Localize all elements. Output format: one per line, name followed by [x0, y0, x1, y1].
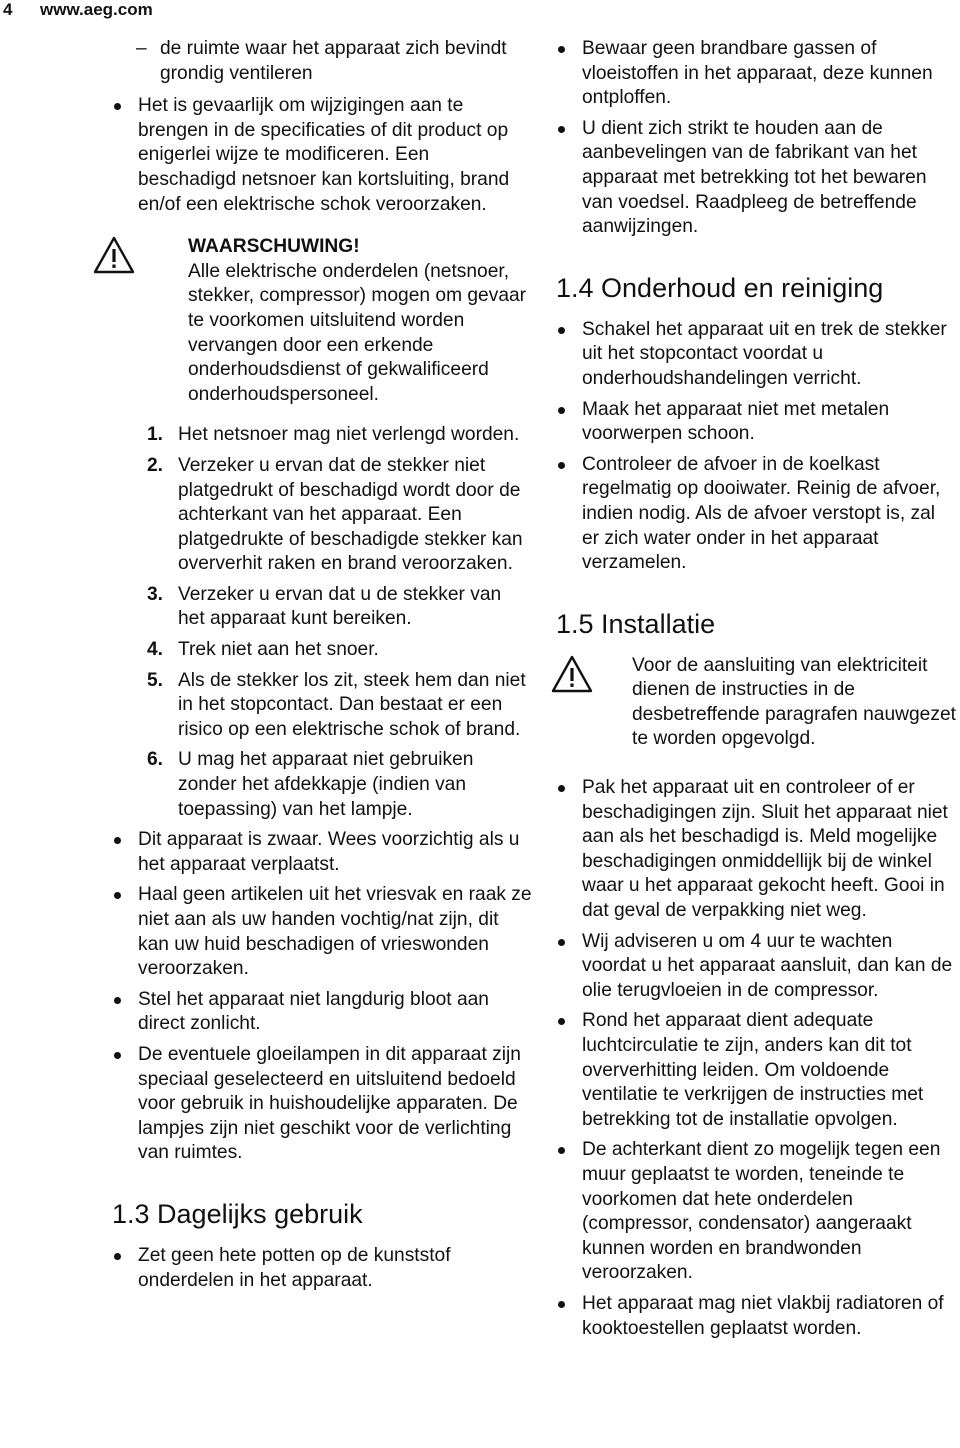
section-heading: 1.4 Onderhoud en reiniging: [556, 272, 884, 303]
right-column: [556, 37, 956, 1347]
bullet-item: Dit apparaat is zwaar. Wees voorzichtig als u het apparaat verplaatst.: [112, 828, 532, 877]
section-heading: 1.5 Installatie: [556, 608, 716, 639]
bullet-item: U dient zich strikt te houden aan de aanbevelingen van de fabrikant van het apparaat met betrekking tot het bewaren van voedsel. Raadpleeg de betreffende aanwijzingen.: [556, 117, 956, 240]
bullet-item: Pak het apparaat uit en controleer of er beschadigingen zijn. Sluit het apparaat niet aan als het beschadigd is. Meld mogelijke beschadigingen onmiddellijk bij de winkel waar u het apparaat gekocht heeft. Gooi in dat geval de verpakking niet weg.: [556, 776, 956, 924]
numbered-item: 5. Als de stekker los zit, steek hem dan niet in het stopcontact. Dan bestaat er een risico op een elektrische schok of brand.: [147, 669, 526, 740]
warning-icon: [92, 235, 136, 275]
bullet-item: De achterkant dient zo mogelijk tegen een muur geplaatst te worden, teneinde te voorkomen dat hete onderdelen (compressor, condensator) aangeraakt kunnen worden en brandwonden veroorzaken.: [556, 1138, 956, 1286]
page-number: 4: [3, 0, 13, 19]
section-heading: 1.3 Dagelijks gebruik: [112, 1198, 363, 1229]
bullet-item: Rond het apparaat dient adequate luchtcirculatie te zijn, anders kan dit tot oververhitting leiden. Om voldoende ventilatie te verkrijgen de instructies met betrekking tot de installatie opvolgen.: [556, 1009, 956, 1132]
bullet-item: De eventuele gloeilampen in dit apparaat zijn speciaal geselecteerd en uitsluitend bedoeld voor gebruik in huishoudelijke apparaten. De lampjes zijn niet geschikt voor de verlichting van ruimtes.: [112, 1043, 532, 1166]
bullet-item: Schakel het apparaat uit en trek de stekker uit het stopcontact voordat u onderhoudshandelingen verricht.: [556, 318, 956, 392]
numbered-item: 1. Het netsnoer mag niet verlengd worden.: [147, 424, 520, 446]
warning-text: Alle elektrische onderdelen (netsnoer, stekker, compressor) mogen om gevaar te voorkomen uitsluitend worden vervangen door een erkende onderhoudsdienst of gekwalificeerd onderhoudspersoneel.: [188, 260, 527, 405]
numbered-item: 2. Verzeker u ervan dat de stekker niet platgedrukt of beschadigd wordt door de achterkant van het apparaat. Een platgedrukte of beschadigde stekker kan oververhit raken en brand veroorzaken.: [147, 454, 523, 575]
header-url: www.aeg.com: [40, 0, 153, 19]
warning-block: [112, 235, 532, 407]
dash-item: – de ruimte waar het apparaat zich bevindt grondig ventileren: [112, 37, 532, 86]
warning-note: [556, 654, 956, 752]
numbered-item: 6. U mag het apparaat niet gebruiken zonder het afdekkapje (indien van toepassing) van het lampje.: [147, 749, 474, 820]
left-column: [112, 37, 532, 1299]
warning-note-text: Voor de aansluiting van elektriciteit dienen de instructies in de desbetreffende paragrafen nauwgezet te worden opgevolgd.: [632, 654, 956, 750]
bullet-item: Maak het apparaat niet met metalen voorwerpen schoon.: [556, 398, 956, 447]
bullet-item: Bewaar geen brandbare gassen of vloeistoffen in het apparaat, deze kunnen ontploffen.: [556, 37, 956, 111]
bullet-item: Wij adviseren u om 4 uur te wachten voordat u het apparaat aansluit, dan kan de olie terugvloeien in de compressor.: [556, 930, 956, 1004]
bullet-item: Het apparaat mag niet vlakbij radiatoren of kooktoestellen geplaatst worden.: [556, 1292, 956, 1341]
warning-icon: [550, 654, 594, 694]
bullet-item: Haal geen artikelen uit het vriesvak en raak ze niet aan als uw handen vochtig/nat zijn, dit kan uw huid beschadigen of vrieswonden veroorzaken.: [112, 883, 532, 981]
bullet-item: Het is gevaarlijk om wijzigingen aan te brengen in de specificaties of dit product op enigerlei wijze te modificeren. Een beschadigd netsnoer kan kortsluiting, brand en/of een elektrische schok veroorzaken.: [112, 94, 532, 217]
numbered-item: 4. Trek niet aan het snoer.: [147, 639, 379, 661]
bullet-item: Controleer de afvoer in de koelkast regelmatig op dooiwater. Reinig de afvoer, indien nodig. Als de afvoer verstopt is, zal er zich water onder in het apparaat verzamelen.: [556, 453, 956, 576]
warning-title: WAARSCHUWING!: [188, 236, 360, 258]
numbered-item: 3. Verzeker u ervan dat u de stekker van het apparaat kunt bereiken.: [147, 583, 502, 630]
bullet-item: Zet geen hete potten op de kunststof onderdelen in het apparaat.: [112, 1244, 532, 1293]
bullet-item: Stel het apparaat niet langdurig bloot aan direct zonlicht.: [112, 988, 532, 1037]
